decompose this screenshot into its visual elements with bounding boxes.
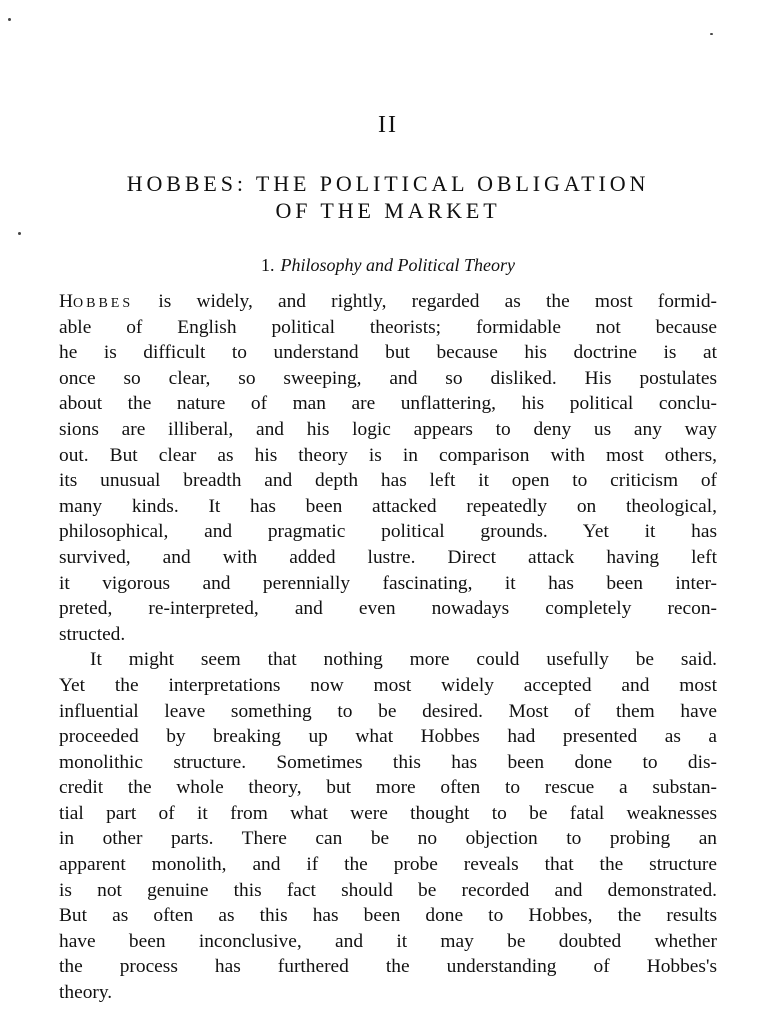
chapter-title xyxy=(59,170,717,224)
text-line: the process has furthered the understanding of Hobbes's xyxy=(59,956,717,978)
text-line: HOBBES is widely, and rightly, regarded as the most formid- xyxy=(59,291,717,312)
text-line: sions are illiberal, and his logic appears to deny us any way xyxy=(59,418,717,440)
text-line: is not genuine this fact should be recorded and demonstrated. xyxy=(59,879,717,901)
text-line: Yet the interpretations now most widely accepted and most xyxy=(59,674,717,696)
text-line: philosophical, and pragmatic political grounds. Yet it has xyxy=(59,521,717,543)
paragraph-2 xyxy=(59,647,717,1005)
text-line: once so clear, so sweeping, and so disliked. His postulates xyxy=(59,367,717,389)
text-line: able of English political theorists; formidable not because xyxy=(59,316,717,338)
section-heading xyxy=(59,255,717,276)
text-line: monolithic structure. Sometimes this has been done to dis- xyxy=(59,751,717,773)
text-line: its unusual breadth and depth has left it open to criticism of xyxy=(59,470,717,492)
text-line: theory. xyxy=(59,982,113,1004)
text-line: credit the whole theory, but more often to rescue a substan- xyxy=(59,777,717,799)
text-line: But as often as this has been done to Hobbes, the results xyxy=(59,905,717,927)
text-line: out. But clear as his theory is in comparison with most others, xyxy=(59,444,717,466)
body-text xyxy=(59,289,717,1006)
chapter-title-line-2: OF THE MARKET xyxy=(275,198,501,223)
first-word-small-caps: OBBES xyxy=(73,296,134,311)
paragraph-1 xyxy=(59,289,717,647)
text-line: proceeded by breaking up what Hobbes had presented as a xyxy=(59,726,717,748)
section-number: 1. xyxy=(261,255,275,275)
text-line: many kinds. It has been attacked repeatedly on theological, xyxy=(59,495,717,517)
text-line: survived, and with added lustre. Direct attack having left xyxy=(59,546,717,568)
text-line: influential leave something to be desired. Most of them have xyxy=(59,700,717,722)
first-word-initial: H xyxy=(59,291,74,312)
text-line: It might seem that nothing more could usefully be said. xyxy=(90,649,717,671)
text-line: tial part of it from what were thought to be fatal weaknesses xyxy=(59,802,717,824)
text-line: structed. xyxy=(59,623,126,645)
scan-speck-top-right xyxy=(710,33,713,35)
section-title: Philosophy and Political Theory xyxy=(280,255,515,275)
text-line: about the nature of man are unflattering, his political conclu- xyxy=(59,393,717,415)
text-line: he is difficult to understand but because his doctrine is at xyxy=(59,342,717,364)
text-line: in other parts. There can be no objection to probing an xyxy=(59,828,717,850)
text-line: preted, re-interpreted, and even nowadays completely recon- xyxy=(59,598,717,620)
text-line: have been inconclusive, and it may be doubted whether xyxy=(59,930,717,952)
chapter-number: II xyxy=(378,112,398,138)
text-line: apparent monolith, and if the probe reveals that the structure xyxy=(59,854,717,876)
scan-speck-top-left xyxy=(8,18,11,21)
chapter-title-line-1: HOBBES: THE POLITICAL OBLIGATION xyxy=(126,171,650,196)
scan-speck-left xyxy=(18,232,21,235)
text-line: it vigorous and perennially fascinating, it has been inter- xyxy=(59,572,717,594)
